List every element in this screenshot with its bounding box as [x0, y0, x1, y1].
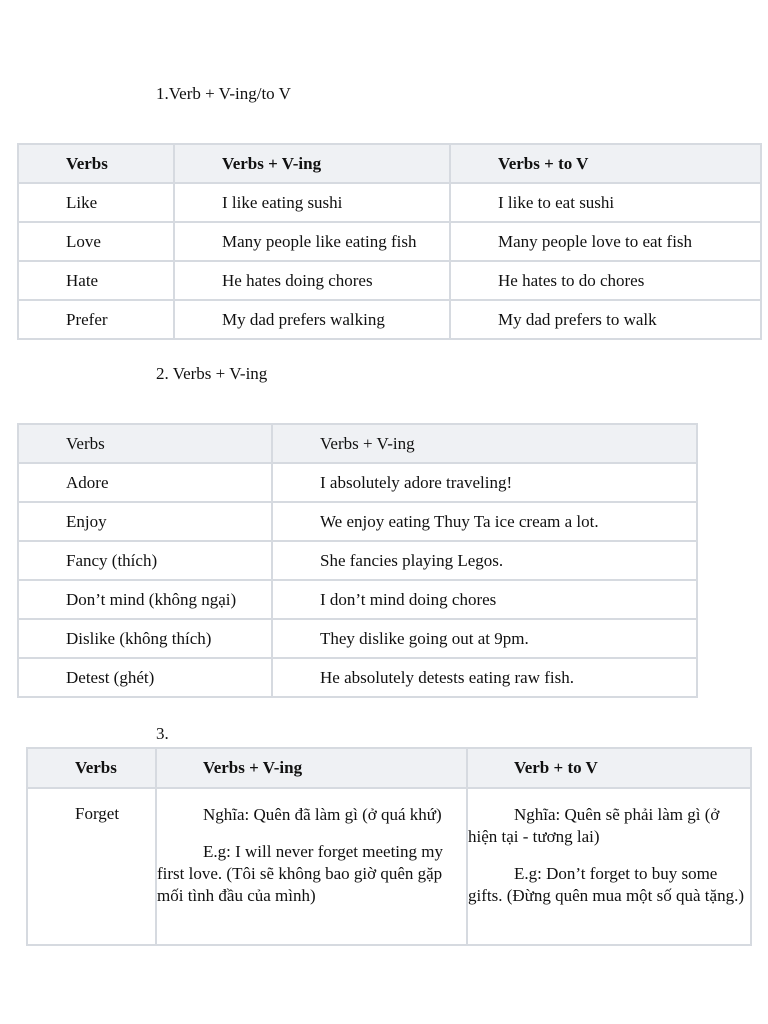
table-row: [18, 502, 697, 541]
verb-cell: Prefer: [18, 300, 174, 339]
header-verbs-ving: Verbs + V-ing: [156, 748, 467, 788]
example-cell: We enjoy eating Thuy Ta ice cream a lot.: [272, 502, 697, 541]
section3-title: 3.: [156, 724, 169, 743]
table-row: [18, 580, 697, 619]
verb-cell: Love: [18, 222, 174, 261]
tov-example-cell: I like to eat sushi: [450, 183, 761, 222]
header-verbs: Verbs: [18, 424, 272, 463]
tov-example-cell: My dad prefers to walk: [450, 300, 761, 339]
tov-example-cell: He hates to do chores: [450, 261, 761, 300]
verb-cell: Don’t mind (không ngại): [18, 580, 272, 619]
verb-cell: Enjoy: [18, 502, 272, 541]
forget-comparison-table: [26, 747, 752, 946]
example-cell: I don’t mind doing chores: [272, 580, 697, 619]
header-verbs-tov: Verbs + to V: [450, 144, 761, 183]
header-verbs: Verbs: [18, 144, 174, 183]
tov-meaning: Nghĩa: Quên sẽ phải làm gì (ở hiện tại - tương lai): [468, 805, 720, 846]
verb-cell: Fancy (thích): [18, 541, 272, 580]
table-header-row: [18, 144, 761, 183]
ving-example-cell: My dad prefers walking: [174, 300, 450, 339]
header-verb-tov: Verb + to V: [467, 748, 751, 788]
header-verbs-ving: Verbs + V-ing: [174, 144, 450, 183]
verb-cell: Hate: [18, 261, 174, 300]
table-row: [18, 183, 761, 222]
tov-example-cell: Many people love to eat fish: [450, 222, 761, 261]
ving-example-cell: He hates doing chores: [174, 261, 450, 300]
verb-cell: Like: [18, 183, 174, 222]
table-row: [18, 619, 697, 658]
header-verbs: Verbs: [27, 748, 156, 788]
verbs-ving-table: [17, 423, 698, 698]
ving-meaning: Nghĩa: Quên đã làm gì (ở quá khứ): [203, 805, 442, 824]
table-row: [18, 658, 697, 697]
example-cell: He absolutely detests eating raw fish.: [272, 658, 697, 697]
verb-cell: Detest (ghét): [18, 658, 272, 697]
section1-title: 1.Verb + V-ing/to V: [156, 84, 291, 103]
table-header-row: [18, 424, 697, 463]
example-cell: They dislike going out at 9pm.: [272, 619, 697, 658]
example-cell: She fancies playing Legos.: [272, 541, 697, 580]
ving-example: E.g: I will never forget meeting my first love. (Tôi sẽ không bao giờ quên gặp mối tình đầu của mình): [157, 842, 443, 905]
ving-example-cell: I like eating sushi: [174, 183, 450, 222]
verb-cell: Adore: [18, 463, 272, 502]
verb-cell: Forget: [27, 788, 156, 945]
example-cell: I absolutely adore traveling!: [272, 463, 697, 502]
table-row: [18, 463, 697, 502]
tov-example: E.g: Don’t forget to buy some gifts. (Đừng quên mua một số quà tặng.): [468, 864, 744, 905]
verb-ving-tov-table: [17, 143, 762, 340]
table-header-row: [27, 748, 751, 788]
table-row: [18, 222, 761, 261]
table-row: [27, 788, 751, 945]
section2-title: 2. Verbs + V-ing: [156, 364, 268, 383]
ving-example-cell: Many people like eating fish: [174, 222, 450, 261]
header-verbs-ving: Verbs + V-ing: [272, 424, 697, 463]
table-row: [18, 541, 697, 580]
table-row: [18, 300, 761, 339]
table-row: [18, 261, 761, 300]
ving-explanation-cell: [156, 788, 467, 945]
verb-cell: Dislike (không thích): [18, 619, 272, 658]
tov-explanation-cell: [467, 788, 751, 945]
